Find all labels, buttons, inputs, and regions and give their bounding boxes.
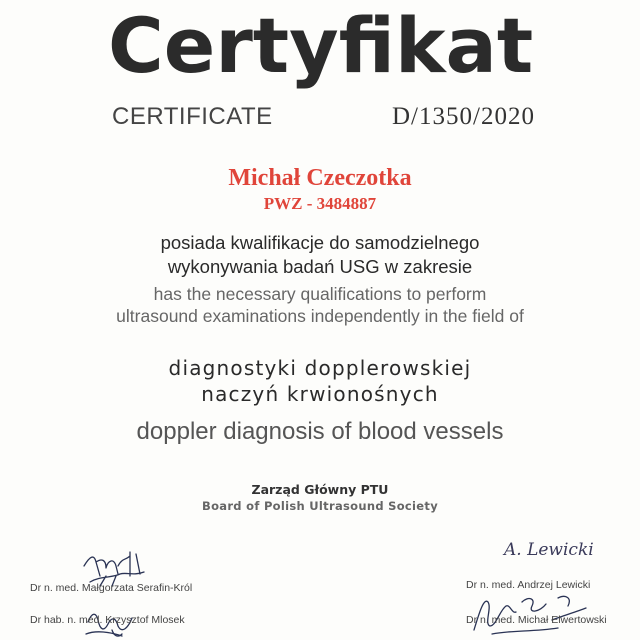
qualification-en-line-1: has the necessary qualifications to perform xyxy=(153,284,487,304)
qualification-en-line-2: ultrasound examinations independently in the field of xyxy=(116,306,524,326)
signatory-4-name: Dr n. med. Michał Elwertowski xyxy=(466,614,607,626)
signatory-2-handwritten: A. Lewicki xyxy=(504,540,594,560)
field-pl-line-1: diagnostyki dopplerowskiej xyxy=(168,356,472,380)
field-en: doppler diagnosis of blood vessels xyxy=(136,418,504,445)
field-pl-line-2: naczyń krwionośnych xyxy=(201,382,439,406)
qualification-pl-line-1: posiada kwalifikacje do samodzielnego xyxy=(160,232,480,253)
board-en: Board of Polish Ultrasound Society xyxy=(202,499,438,513)
recipient-pwz: PWZ - 3484887 xyxy=(263,194,377,213)
signatory-2-name: Dr n. med. Andrzej Lewicki xyxy=(466,579,591,591)
certificate-subtitle: CERTIFICATE xyxy=(112,103,273,130)
certificate-number: D/1350/2020 xyxy=(392,103,535,130)
board-pl: Zarząd Główny PTU xyxy=(251,482,389,497)
certificate-title: Certyfikat xyxy=(108,1,534,90)
qualification-pl-line-2: wykonywania badań USG w zakresie xyxy=(167,256,473,277)
signatory-3-name: Dr hab. n. med. Krzysztof Mlosek xyxy=(30,614,185,626)
recipient-name: Michał Czeczotka xyxy=(228,165,412,191)
signatory-1-name: Dr n. med. Małgorzata Serafin-Król xyxy=(30,582,193,594)
